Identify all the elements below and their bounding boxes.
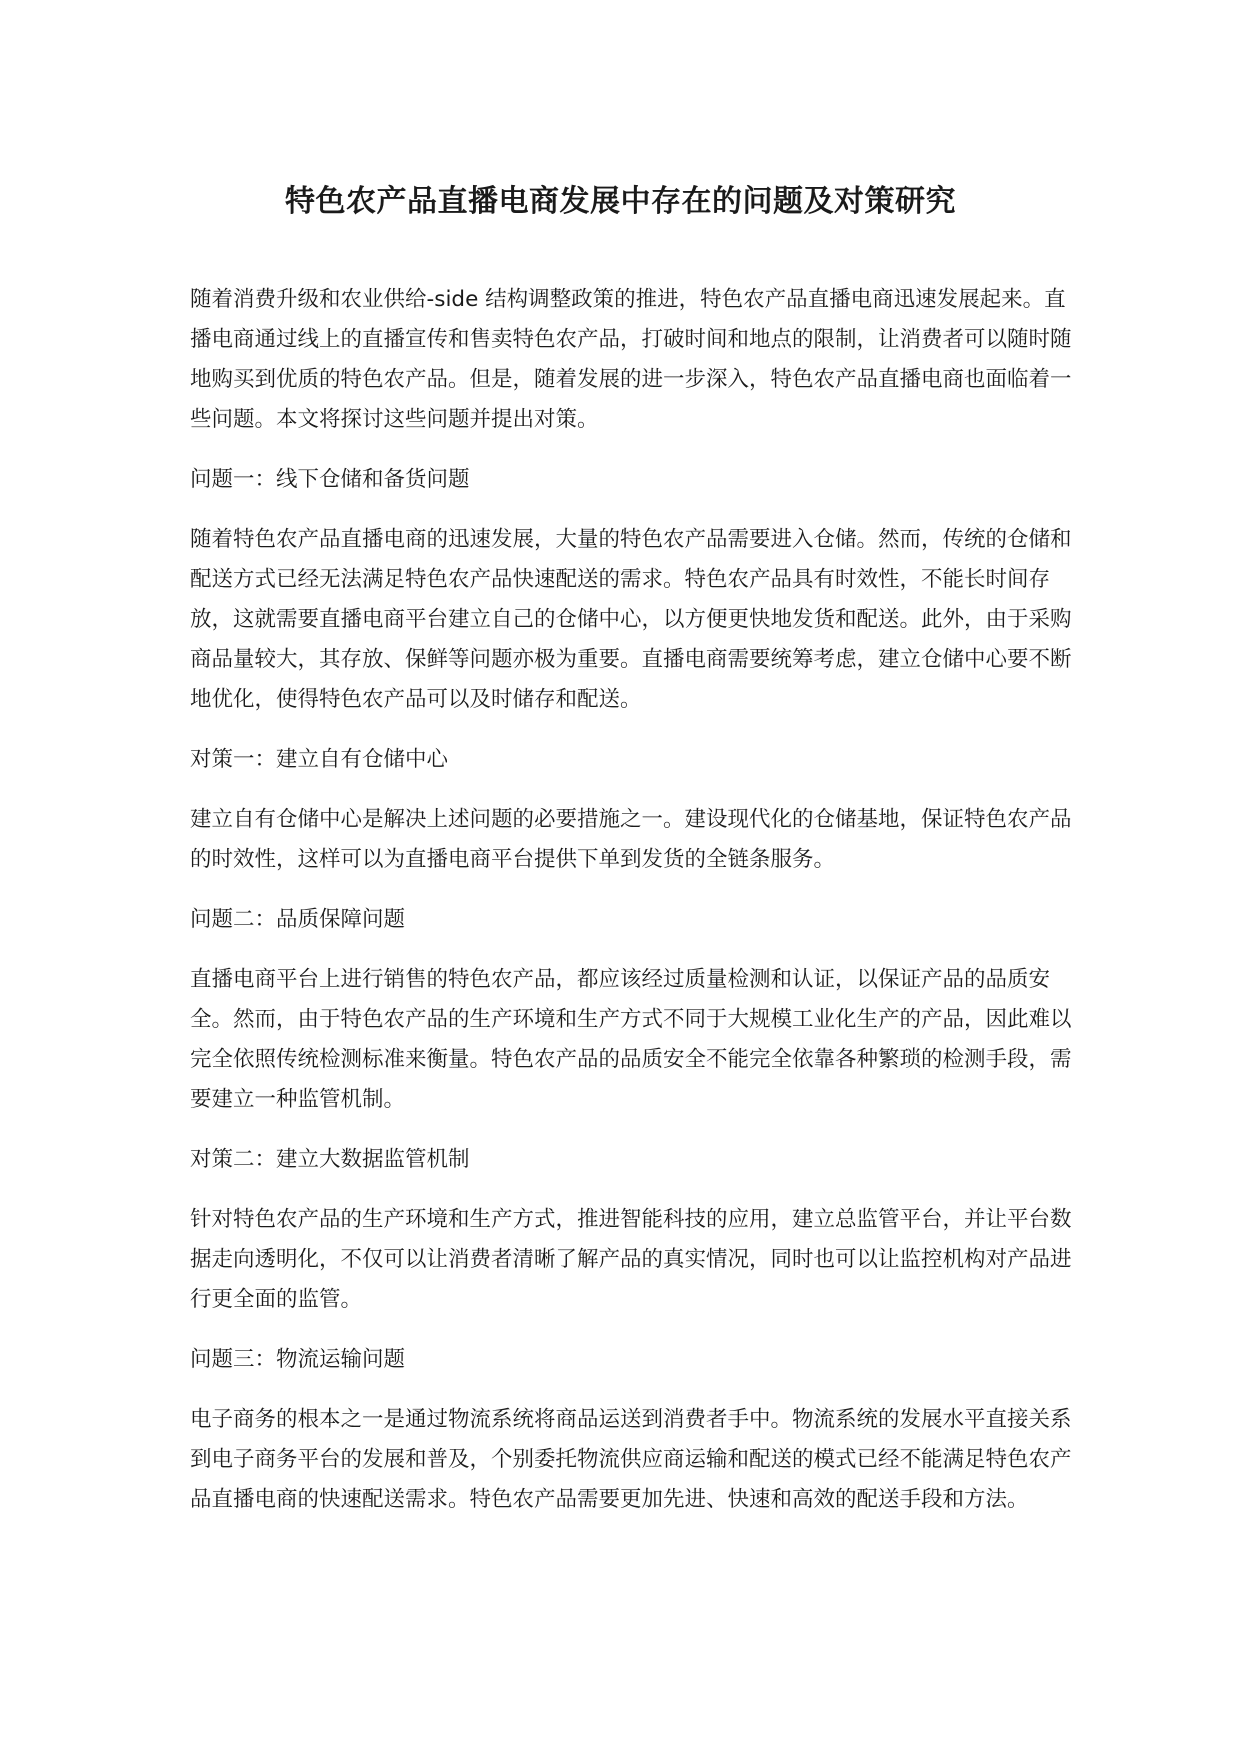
solution-2-paragraph: 针对特色农产品的生产环境和生产方式，推进智能科技的应用，建立总监管平台，并让平台数据走向透明化，不仅可以让消费者清晰了解产品的真实情况，同时也可以让监控机构对产品进行更全面的监管。 [190,1207,1072,1312]
problem-3-paragraph: 电子商务的根本之一是通过物流系统将商品运送到消费者手中。物流系统的发展水平直接关系到电子商务平台的发展和普及，个别委托物流供应商运输和配送的模式已经不能满足特色农产品直播电商的快速配送需求。特色农产品需要更加先进、快速和高效的配送手段和方法。 [190,1407,1072,1512]
problem-1-paragraph: 随着特色农产品直播电商的迅速发展，大量的特色农产品需要进入仓储。然而，传统的仓储和配送方式已经无法满足特色农产品快速配送的需求。特色农产品具有时效性，不能长时间存放，这就需要直播电商平台建立自己的仓储中心，以方便更快地发货和配送。此外，由于采购商品量较大，其存放、保鲜等问题亦极为重要。直播电商需要统筹考虑，建立仓储中心要不断地优化，使得特色农产品可以及时储存和配送。 [190,527,1072,712]
problem-1-heading: 问题一：线下仓储和备货问题 [190,467,470,492]
document-body [190,280,1080,1540]
solution-2-heading: 对策二：建立大数据监管机制 [190,1147,470,1172]
intro-paragraph: 随着消费升级和农业供给-side 结构调整政策的推进，特色农产品直播电商迅速发展起来。直播电商通过线上的直播宣传和售卖特色农产品，打破时间和地点的限制，让消费者可以随时随地购买到优质的特色农产品。但是，随着发展的进一步深入，特色农产品直播电商也面临着一些问题。本文将探讨这些问题并提出对策。 [190,287,1072,432]
solution-1-paragraph: 建立自有仓储中心是解决上述问题的必要措施之一。建设现代化的仓储基地，保证特色农产品的时效性，这样可以为直播电商平台提供下单到发货的全链条服务。 [190,807,1072,872]
problem-3-heading: 问题三：物流运输问题 [190,1347,406,1372]
solution-1-heading: 对策一：建立自有仓储中心 [190,747,449,772]
problem-2-paragraph: 直播电商平台上进行销售的特色农产品，都应该经过质量检测和认证，以保证产品的品质安全。然而，由于特色农产品的生产环境和生产方式不同于大规模工业化生产的产品，因此难以完全依照传统检测标准来衡量。特色农产品的品质安全不能完全依靠各种繁琐的检测手段，需要建立一种监管机制。 [190,967,1072,1112]
document-title: 特色农产品直播电商发展中存在的问题及对策研究 [285,184,956,219]
problem-2-heading: 问题二：品质保障问题 [190,907,406,932]
